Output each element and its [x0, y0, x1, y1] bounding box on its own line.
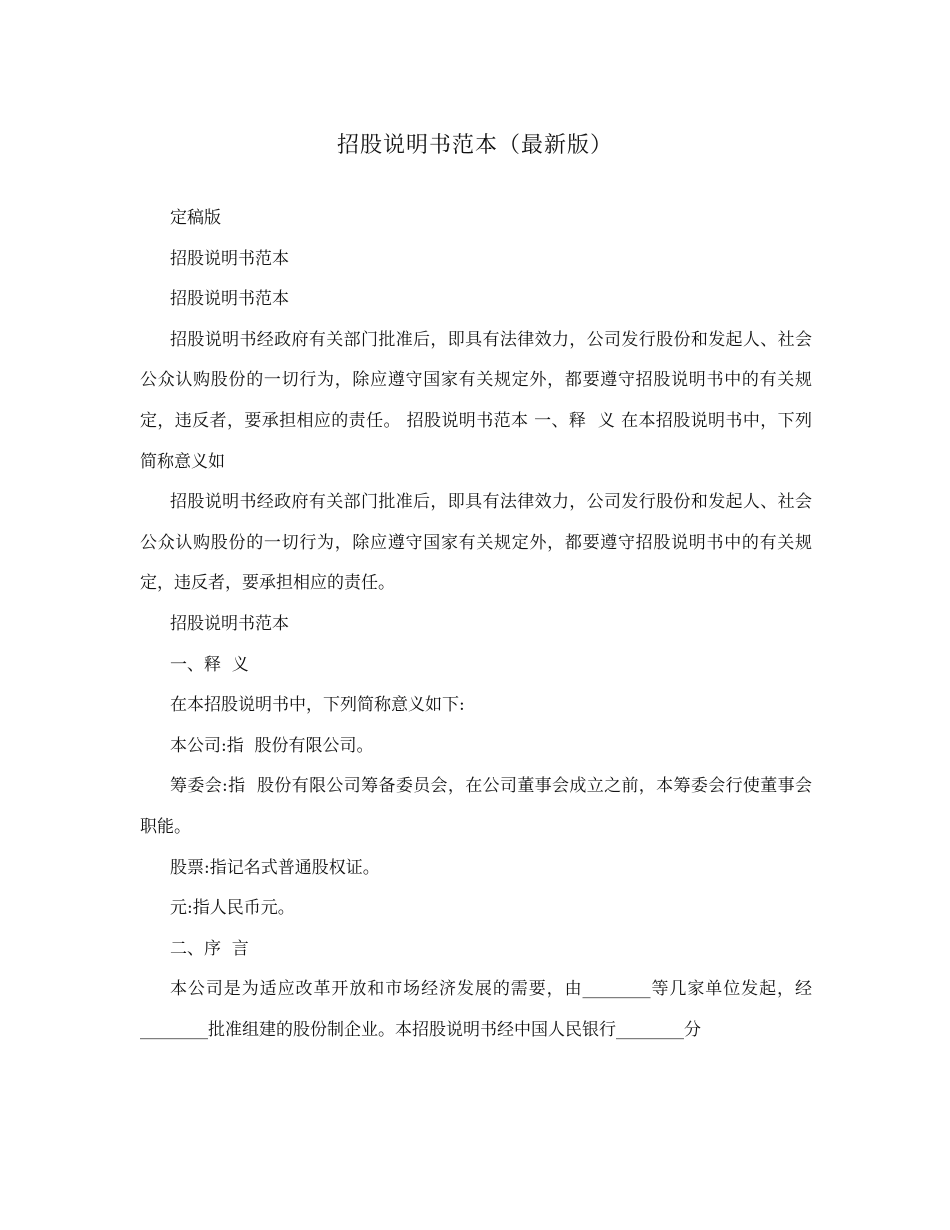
document-body: [140, 198, 812, 1050]
section-heading: 一、释 义: [170, 654, 249, 675]
paragraph: 招股说明书范本: [170, 248, 289, 269]
definition-item: 本公司:指 股份有限公司。: [170, 735, 374, 756]
paragraph: 定稿版: [170, 208, 221, 228]
paragraph: 在本招股说明书中，下列简称意义如下:: [170, 695, 465, 716]
paragraph: 招股说明书范本: [170, 613, 289, 634]
document-title: 招股说明书范本（最新版）: [336, 133, 613, 158]
paragraph: 招股说明书经政府有关部门批准后，即具有法律效力，公司发行股份和发起人、社会公众认购股份的一切行为，除应遵守国家有关规定外，都要遵守招股说明书中的有关规定，违反者，要承担相应的责任。: [140, 492, 812, 594]
paragraph: 本公司是为适应改革开放和市场经济发展的需要，由________等几家单位发起，经________批准组建的股份制企业。本招股说明书经中国人民银行________分: [140, 979, 812, 1040]
paragraph: 招股说明书范本: [170, 289, 289, 310]
definition-item: 元:指人民币元。: [170, 898, 295, 919]
definition-item: 股票:指记名式普通股权证。: [170, 857, 380, 878]
definition-item: 筹委会:指 股份有限公司筹备委员会，在公司董事会成立之前，本筹委会行使董事会职能。: [140, 776, 812, 837]
section-heading: 二、序 言: [170, 938, 249, 959]
paragraph: 招股说明书经政府有关部门批准后，即具有法律效力，公司发行股份和发起人、社会公众认购股份的一切行为，除应遵守国家有关规定外，都要遵守招股说明书中的有关规定，违反者，要承担相应的责任。 招股说明书范本 一、释 义 在本招股说明书中，下列简称意义如: [140, 329, 812, 472]
